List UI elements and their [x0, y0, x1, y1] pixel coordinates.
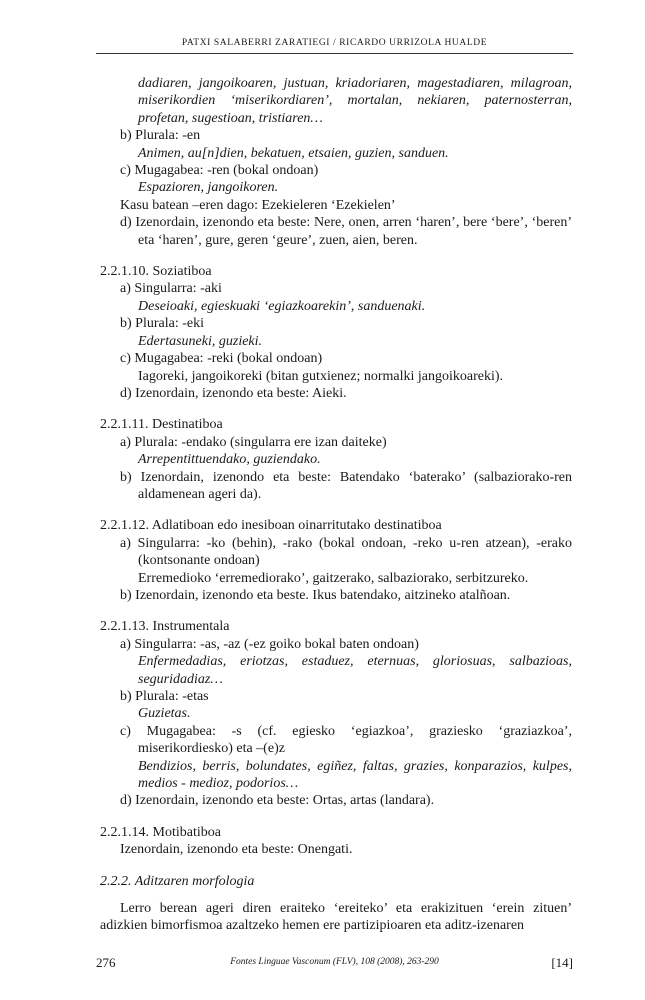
adl-sing-examples: Erremedioko ‘erremediorako’, gaitzerako, salbaziorako, serbitzureko. — [138, 570, 529, 586]
adl-sing: a) Singularra: -ko (behin), -rako (bokal ondoan, -reko u-ren atzean), -erako (kontsonante ondoan) — [120, 535, 572, 569]
section-2-2-1-13: 2.2.1.13. Instrumentala — [100, 619, 230, 635]
bracket-number: [14] — [551, 955, 573, 970]
section-2-2-1-11: 2.2.1.11. Destinatiboa — [100, 417, 223, 433]
soz-indef: c) Mugagabea: -reki (bokal ondoan) — [120, 351, 323, 367]
soz-pronoun: d) Izenordain, izenondo eta beste: Aieki. — [120, 385, 347, 401]
indef-ren: c) Mugagabea: -ren (bokal ondoan) — [120, 163, 319, 179]
journal-source: Fontes Linguae Vasconum (FLV), 108 (2008), 263-290 — [230, 957, 439, 967]
inst-indef-examples: Bendizios, berris, bolundates, egiñez, faltas, grazies, konparazios, kulpes, medios - medioz, podorios… — [138, 758, 572, 792]
kasu-note: Kasu batean –eren dago: Ezekieleren ‘Ezekielen’ — [120, 197, 396, 213]
soz-indef-examples: Iagoreki, jangoikoreki (bitan gutxienez; normalki jangoikoareki). — [138, 368, 504, 384]
plural-en: b) Plurala: -en — [120, 128, 201, 144]
inst-sing: a) Singularra: -as, -az (-ez goiko bokal baten ondoan) — [120, 636, 419, 652]
dest-plur: a) Plurala: -endako (singularra ere izan daiteke) — [120, 434, 387, 450]
soz-plur: b) Plurala: -eki — [120, 316, 204, 332]
running-header: PATXI SALABERRI ZARATIEGI / RICARDO URRIZOLA HUALDE — [96, 38, 573, 54]
inst-indef: c) Mugagabea: -s (cf. egiesko ‘egiazkoa’, graziesko ‘graziazkoa’, miserikordiesko) eta –(e)z — [120, 723, 572, 757]
genitive-examples: dadiaren, jangoikoaren, justuan, kriadoriaren, magestadiaren, milagroan, miserikordien ‘miserikordiaren’, mortalan, nekiaren, paternosterran, profetan, sugestioan, tristiaren… — [138, 76, 572, 126]
motib-pronoun: Izenordain, izenondo eta beste: Onengati. — [120, 842, 353, 858]
section-2-2-2: 2.2.2. Aditzaren morfologia — [100, 873, 255, 889]
inst-pronoun: d) Izenordain, izenondo eta beste: Ortas, artas (landara). — [120, 793, 435, 809]
soz-plur-examples: Edertasuneki, guzieki. — [138, 333, 263, 349]
inst-plur: b) Plurala: -etas — [120, 689, 209, 704]
soz-sing: a) Singularra: -aki — [120, 281, 222, 297]
plural-en-examples: Animen, au[n]dien, bekatuen, etsaien, guzien, sanduen. — [138, 145, 449, 161]
dest-pronoun: b) Izenordain, izenondo eta beste: Batendako ‘baterako’ (salbaziorako-ren aldamenean ageri da). — [120, 469, 572, 502]
dest-plur-examples: Arrepentittuendako, guziendako. — [138, 452, 321, 468]
page-number: 276 — [96, 955, 116, 970]
pronoun-genitive: d) Izenordain, izenondo eta beste: Nere, onen, arren ‘haren’, bere ‘bere’, ‘beren’ eta ‘haren’, gure, geren ‘geure’, zuen, aien, beren. — [120, 215, 572, 248]
inst-sing-examples: Enfermedadias, eriotzas, estaduez, eternuas, gloriosuas, salbazioas, seguridadiaz… — [138, 654, 572, 687]
adl-pronoun: b) Izenordain, izenondo eta beste. Ikus batendako, aitzineko atalñoan. — [120, 587, 511, 603]
page-body — [100, 75, 572, 935]
section-2-2-1-12: 2.2.1.12. Adlatiboan edo inesiboan oinarritutako destinatiboa — [100, 518, 442, 534]
soz-sing-examples: Deseioaki, egieskuaki ‘egiazkoarekin’, sanduenaki. — [138, 298, 426, 314]
section-2-2-1-14: 2.2.1.14. Motibatiboa — [100, 824, 221, 840]
inst-plur-examples: Guzietas. — [138, 706, 191, 722]
indef-ren-examples: Espazioren, jangoikoren. — [138, 180, 279, 196]
paragraph: Lerro berean ageri diren eraiteko ‘ereiteko’ eta erakizituen ‘erein zituen’ adizkien bimorfismoa azaltzeko hemen ere partizipioaren eta aditz-izenaren — [100, 901, 572, 934]
section-2-2-1-10: 2.2.1.10. Soziatiboa — [100, 264, 212, 280]
